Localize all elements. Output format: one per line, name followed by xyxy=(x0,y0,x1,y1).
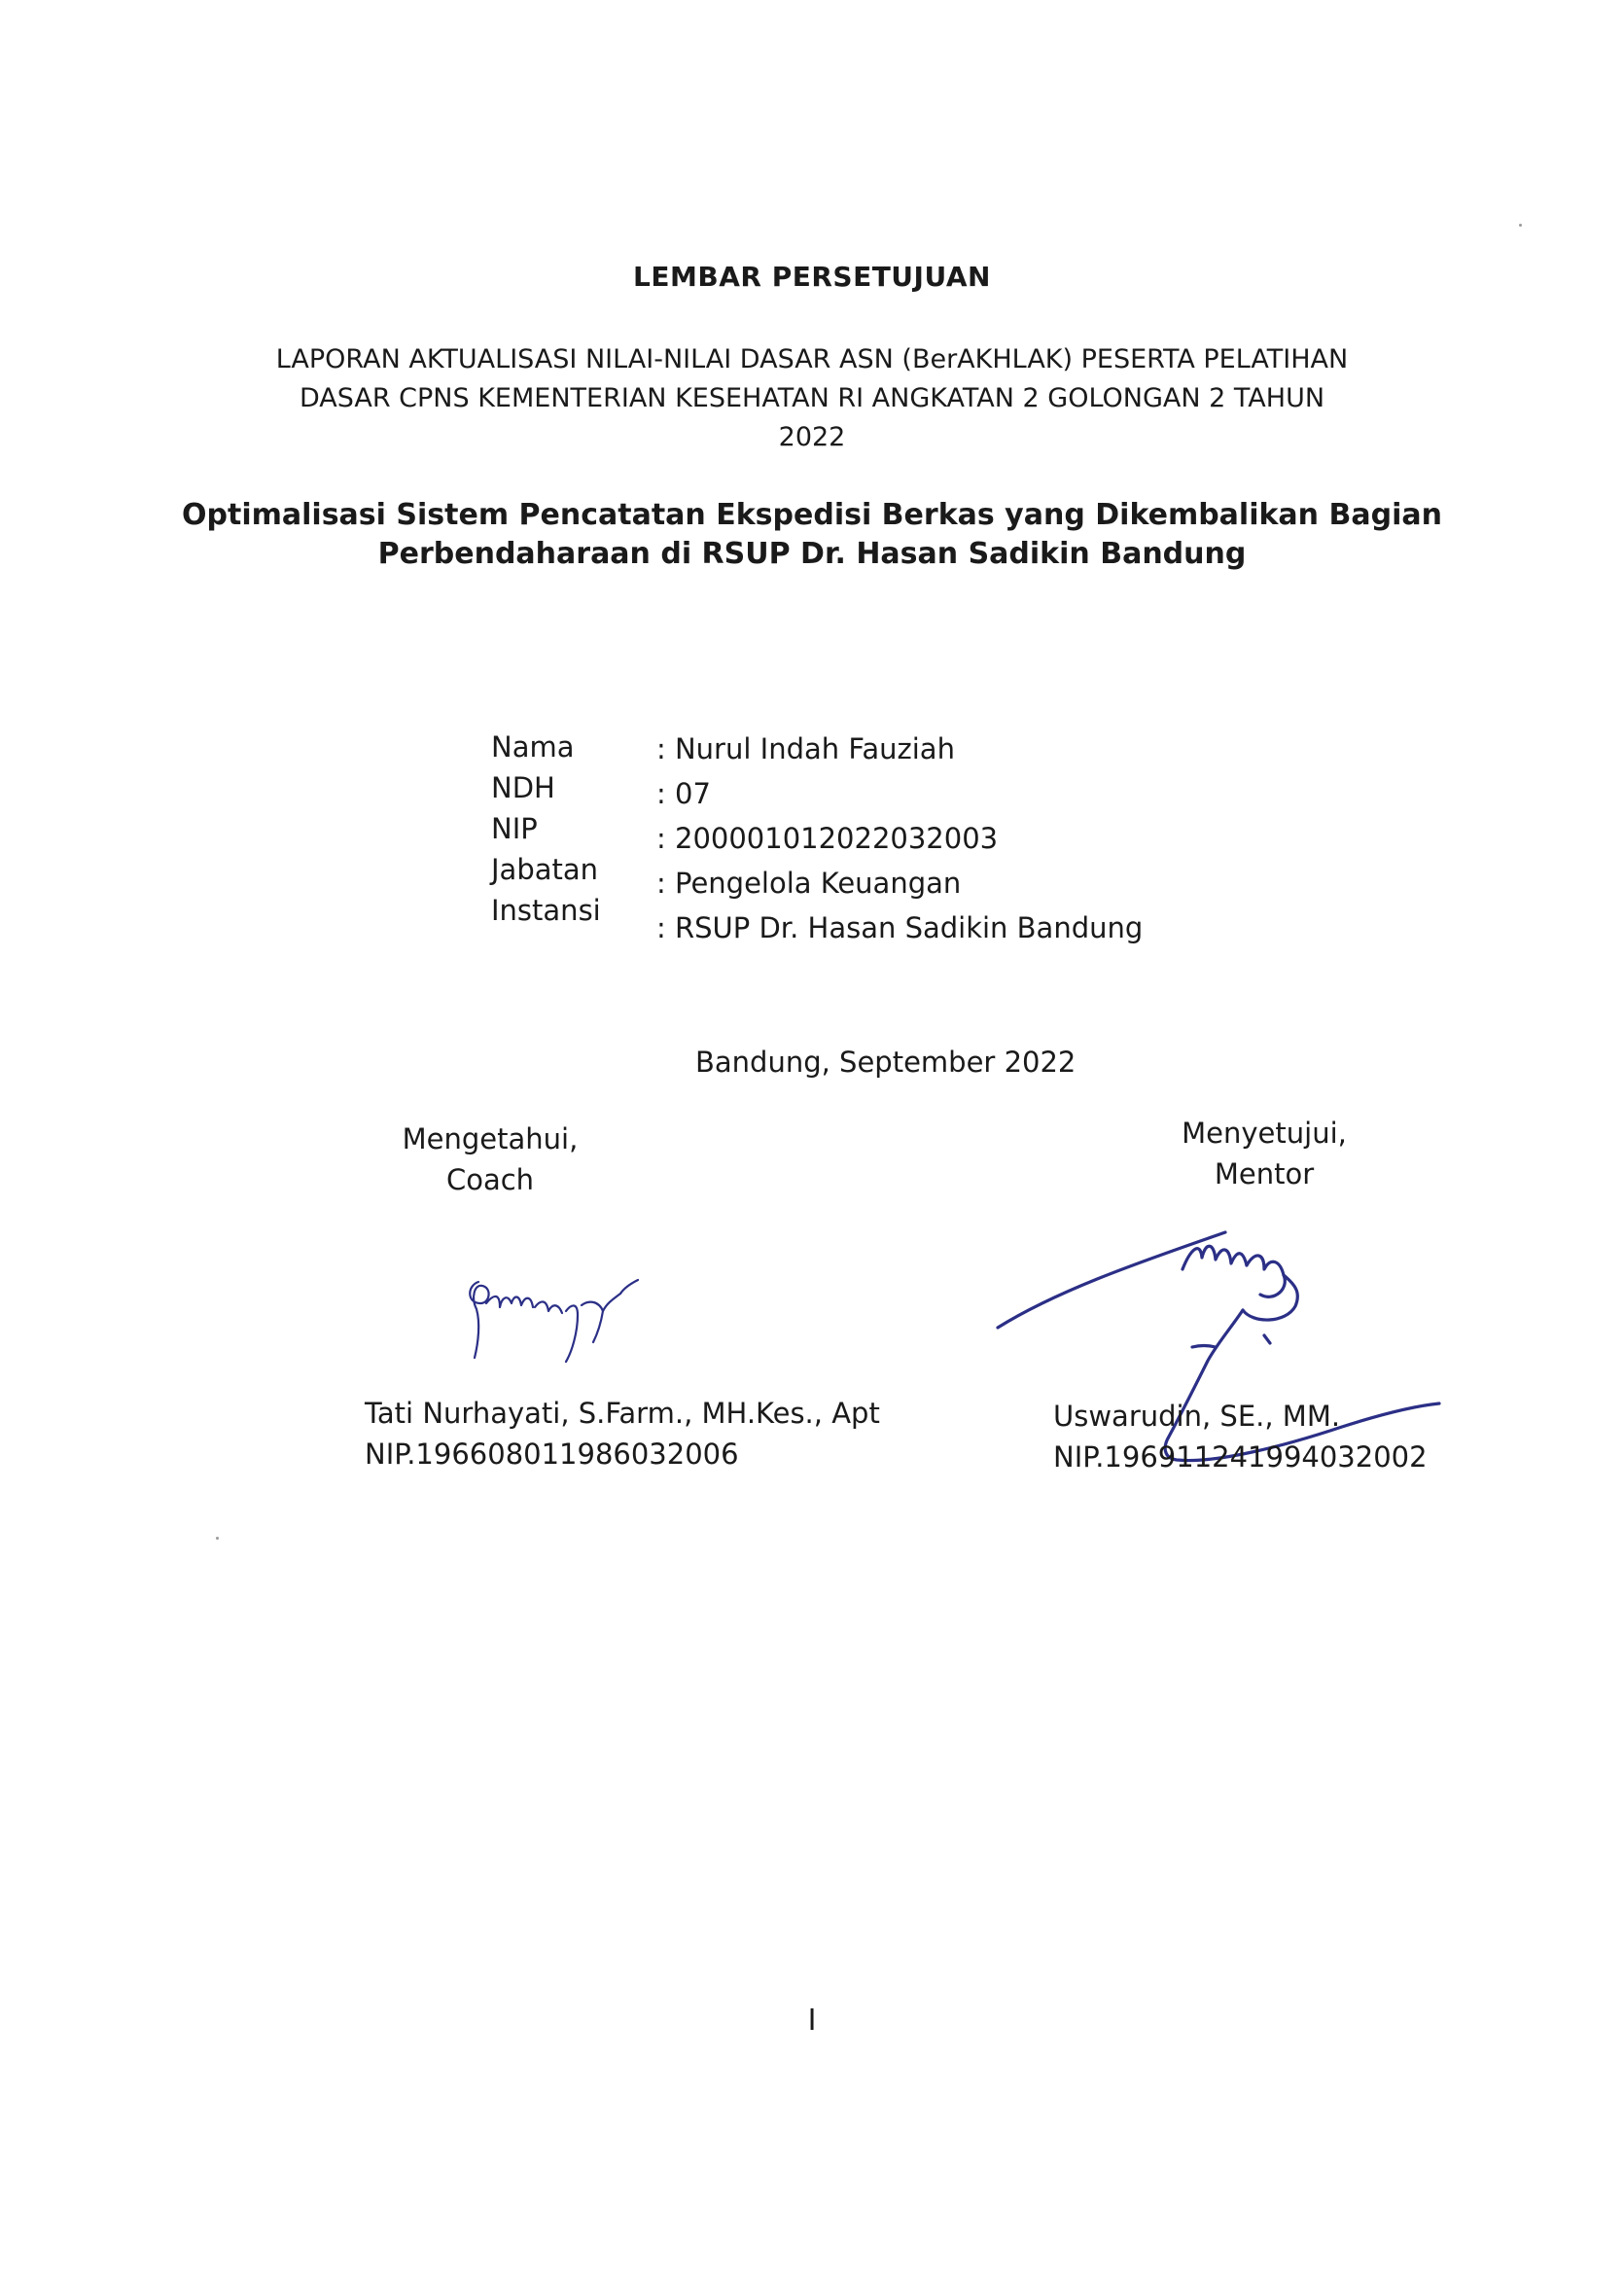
coach-caption: Mengetahui, xyxy=(402,1122,579,1155)
mentor-signatory xyxy=(1053,1396,1428,1477)
coach-nip: NIP.196608011986032006 xyxy=(365,1438,739,1471)
coach-role: Coach xyxy=(445,1163,535,1196)
scan-speck xyxy=(1519,224,1522,227)
topic-title-line-2: Perbendaharaan di RSUP Dr. Hasan Sadikin Bandung xyxy=(377,537,1247,571)
report-title-line-3: 2022 xyxy=(778,422,846,452)
coach-signatory xyxy=(365,1393,880,1474)
coach-heading xyxy=(393,1119,587,1200)
identity-label-jabatan: Jabatan xyxy=(491,853,599,886)
identity-labels xyxy=(491,727,647,931)
coach-name: Tati Nurhayati, S.Farm., MH.Kes., Apt xyxy=(365,1397,880,1430)
identity-value-instansi: : RSUP Dr. Hasan Sadikin Bandung xyxy=(656,911,1144,944)
topic-title xyxy=(0,496,1624,574)
report-title xyxy=(0,340,1624,457)
mentor-name: Uswarudin, SE., MM. xyxy=(1053,1400,1341,1433)
report-title-line-1: LAPORAN AKTUALISASI NILAI-NILAI DASAR ASN (BerAKHLAK) PESERTA PELATIHAN xyxy=(275,344,1349,374)
page-number: I xyxy=(807,2004,817,2038)
report-title-line-2: DASAR CPNS KEMENTERIAN KESEHATAN RI ANGKATAN 2 GOLONGAN 2 TAHUN xyxy=(299,383,1325,413)
mentor-nip: NIP.196911241994032002 xyxy=(1053,1440,1428,1474)
place-and-date: Bandung, September 2022 xyxy=(695,1046,1077,1079)
mentor-role: Mentor xyxy=(1214,1157,1315,1190)
identity-label-instansi: Instansi xyxy=(491,894,601,927)
mentor-heading xyxy=(1167,1113,1361,1194)
topic-title-line-1: Optimalisasi Sistem Pencatatan Ekspedisi Berkas yang Dikembalikan Bagian xyxy=(182,498,1442,532)
mentor-caption: Menyetujui, xyxy=(1182,1117,1347,1150)
identity-values xyxy=(656,727,1337,950)
identity-value-nip: : 200001012022032003 xyxy=(656,822,999,855)
identity-label-ndh: NDH xyxy=(491,771,555,804)
identity-value-ndh: : 07 xyxy=(656,777,711,810)
identity-label-nama: Nama xyxy=(491,730,575,764)
identity-label-nip: NIP xyxy=(491,812,538,845)
scan-speck xyxy=(216,1537,219,1540)
identity-value-nama: : Nurul Indah Fauziah xyxy=(656,732,955,765)
coach-signature xyxy=(457,1264,671,1371)
identity-value-jabatan: : Pengelola Keuangan xyxy=(656,867,962,900)
page-heading: LEMBAR PERSETUJUAN xyxy=(633,261,991,293)
